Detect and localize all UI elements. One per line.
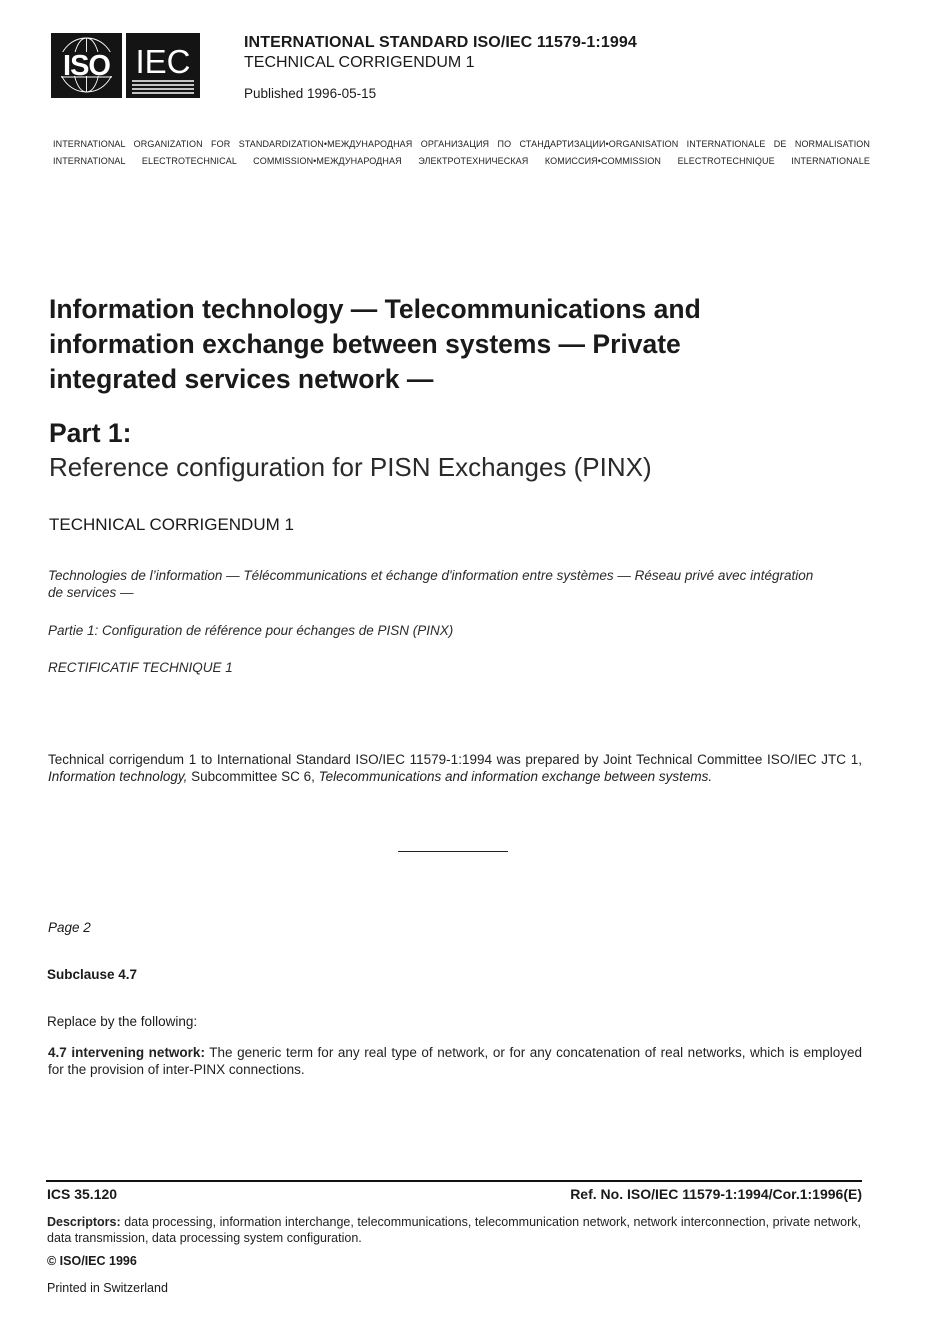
document-title: Information technology — Telecommunications and information exchange between systems — Private integrated services network — bbox=[49, 294, 701, 394]
definition-term: 4.7 intervening network: bbox=[48, 1045, 205, 1060]
iso-logo bbox=[51, 33, 122, 98]
intro-text-2: Subcommittee SC 6, bbox=[187, 769, 319, 784]
reference-number: Ref. No. ISO/IEC 11579-1:1994/Cor.1:1996(E) bbox=[570, 1186, 862, 1202]
replace-instruction: Replace by the following: bbox=[47, 1014, 198, 1029]
french-title: Technologies de l’information — Télécommunications et échange d'information entre systèmes — Réseau privé avec intégration de services — bbox=[48, 568, 814, 600]
iec-logo bbox=[126, 33, 200, 98]
descriptors bbox=[47, 1214, 861, 1246]
published-date: Published 1996-05-15 bbox=[244, 86, 377, 101]
french-rectificatif: RECTIFICATIF TECHNIQUE 1 bbox=[48, 660, 233, 675]
corrigendum-header: TECHNICAL CORRIGENDUM 1 bbox=[244, 54, 475, 71]
organization-line-iso: INTERNATIONAL ORGANIZATION FOR STANDARDIZATION•МЕЖДУНАРОДНАЯ ОРГАНИЗАЦИЯ ПО СТАНДАРТИЗАЦИИ•ORGANISATION INTERNATIONALE DE NORMALISATION bbox=[53, 139, 870, 149]
footer-rule bbox=[46, 1180, 862, 1182]
copyright: © ISO/IEC 1996 bbox=[47, 1254, 137, 1268]
descriptors-label: Descriptors: bbox=[47, 1215, 121, 1229]
standard-title: INTERNATIONAL STANDARD ISO/IEC 11579-1:1994 bbox=[244, 34, 637, 51]
part-title: Reference configuration for PISN Exchanges (PINX) bbox=[49, 452, 652, 482]
page-reference: Page 2 bbox=[48, 920, 91, 935]
definition-text: The generic term for any real type of network, or for any concatenation of real networks, which is employed for the provision of inter-PINX connections. bbox=[48, 1045, 862, 1077]
printed-in: Printed in Switzerland bbox=[47, 1281, 168, 1295]
part-label: Part 1: bbox=[49, 418, 132, 448]
iec-logo-text: IEC bbox=[135, 43, 191, 80]
intro-italic-1: Information technology, bbox=[48, 769, 188, 784]
ics-code: ICS 35.120 bbox=[47, 1186, 118, 1202]
descriptors-text: data processing, information interchange, telecommunications, telecommunication network, network interconnection, private network, data transmission, data processing system configuration. bbox=[47, 1215, 861, 1245]
corrigendum-label: TECHNICAL CORRIGENDUM 1 bbox=[49, 515, 294, 534]
intro-text-1: Technical corrigendum 1 to International Standard ISO/IEC 11579-1:1994 was prepared by Joint Technical Committee ISO/IEC JTC 1, bbox=[48, 752, 862, 767]
organization-line-iec: INTERNATIONAL ELECTROTECHNICAL COMMISSION•МЕЖДУНАРОДНАЯ ЭЛЕКТРОТЕХНИЧЕСКАЯ КОМИССИЯ•COMMISSION ELECTROTECHNIQUE INTERNATIONALE bbox=[53, 156, 870, 166]
iso-logo-text: ISO bbox=[63, 50, 110, 82]
subclause-heading: Subclause 4.7 bbox=[47, 967, 138, 982]
intro-paragraph bbox=[48, 751, 862, 785]
section-divider bbox=[398, 851, 508, 852]
definition-paragraph bbox=[48, 1044, 862, 1078]
intro-italic-2: Telecommunications and information exchange between systems. bbox=[318, 769, 713, 784]
french-part-title: Partie 1: Configuration de référence pour échanges de PISN (PINX) bbox=[48, 623, 454, 638]
